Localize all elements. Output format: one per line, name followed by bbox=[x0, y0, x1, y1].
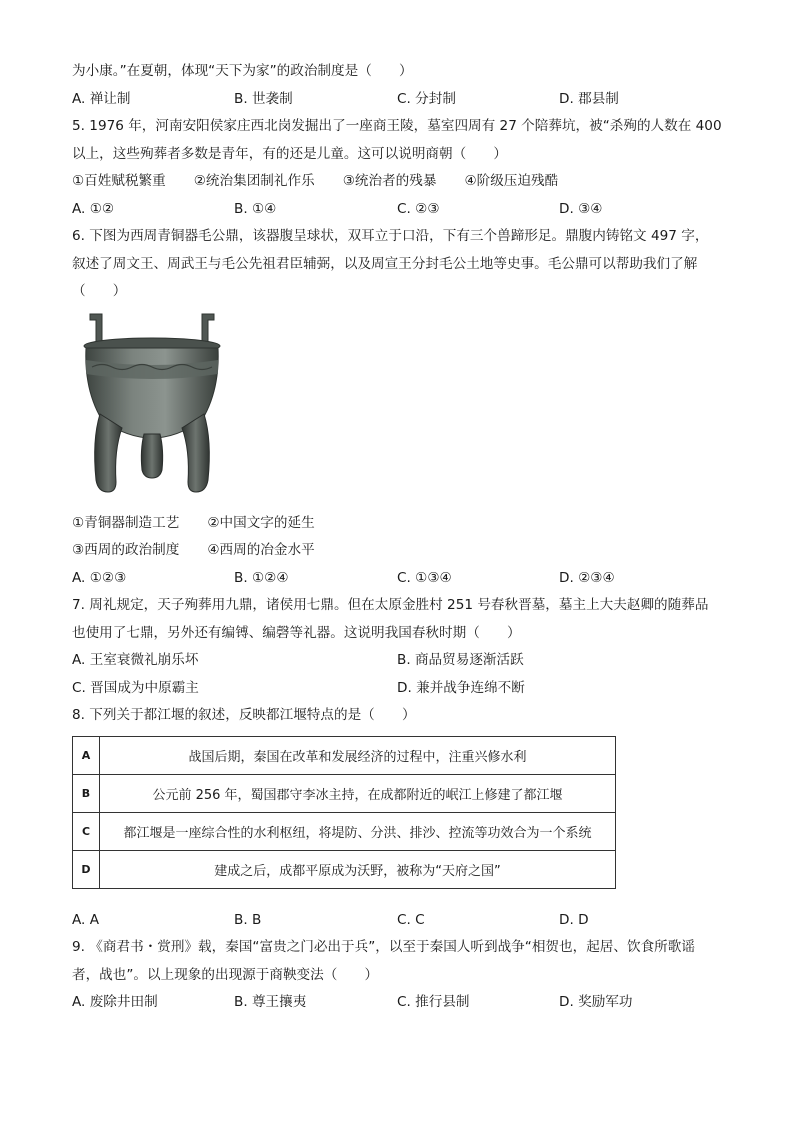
q8-row-text: 都江堰是一座综合性的水利枢纽，将堤防、分洪、排沙、控流等功效合为一个系统 bbox=[100, 812, 616, 850]
q9-option-a[interactable]: A. 废除井田制 bbox=[72, 994, 158, 1010]
q5-option-b[interactable]: B. ①④ bbox=[234, 200, 277, 217]
q7-option-a[interactable]: A. 王室衰微礼崩乐坏 bbox=[72, 652, 199, 668]
q7-option-c[interactable]: C. 晋国成为中原霸主 bbox=[72, 679, 199, 696]
q5-statement-4: ④阶级压迫残酷 bbox=[464, 173, 559, 189]
q5-option-c[interactable]: C. ②③ bbox=[397, 200, 440, 217]
q6-stem-line2: 叙述了周文王、周武王与毛公先祖君臣辅弼，以及周宣王分封毛公土地等史事。毛公鼎可以帮助我们了解 bbox=[72, 255, 698, 272]
bronze-ding-illustration bbox=[72, 310, 232, 510]
q9-options bbox=[72, 989, 732, 1017]
q6-statement-4: ④西周的冶金水平 bbox=[207, 542, 315, 558]
q4-stem: 为小康。”在夏朝，体现“天下为家”的政治制度是（ ） bbox=[72, 63, 413, 79]
q4-options bbox=[72, 86, 732, 114]
q6-option-a[interactable]: A. ①②③ bbox=[72, 569, 127, 586]
q8-table bbox=[72, 736, 616, 889]
q7-option-b[interactable]: B. 商品贸易逐渐活跃 bbox=[397, 652, 524, 668]
q4-option-d[interactable]: D. 郡县制 bbox=[559, 90, 619, 107]
table-row bbox=[73, 850, 616, 888]
q5-stem-line2: 以上，这些殉葬者多数是青年，有的还是儿童。这可以说明商朝（ ） bbox=[72, 145, 507, 162]
q8-option-c[interactable]: C. C bbox=[397, 911, 425, 928]
q8-stem: 8. 下列关于都江堰的叙述，反映都江堰特点的是（ ） bbox=[72, 707, 416, 723]
q6-statement-3: ③西周的政治制度 bbox=[72, 542, 180, 558]
q6-option-d[interactable]: D. ②③④ bbox=[559, 569, 615, 586]
q9-option-b[interactable]: B. 尊王攘夷 bbox=[234, 994, 307, 1010]
q5-statements bbox=[72, 168, 732, 196]
q6-stem-line1: 6. 下图为西周青铜器毛公鼎，该器腹呈球状，双耳立于口沿，下有三个兽蹄形足。鼎腹内铸铭文 497 字， bbox=[72, 228, 709, 244]
table-row bbox=[73, 812, 616, 850]
q8-option-a[interactable]: A. A bbox=[72, 911, 100, 928]
q9-stem-line2: 者，战也”。以上现象的出现源于商鞅变法（ ） bbox=[72, 966, 379, 983]
q5-statement-2: ②统治集团制礼作乐 bbox=[193, 173, 315, 189]
q9-option-c[interactable]: C. 推行县制 bbox=[397, 994, 470, 1010]
q8-option-b[interactable]: B. B bbox=[234, 911, 262, 928]
q4-option-a[interactable]: A. 禅让制 bbox=[72, 90, 131, 107]
q9-option-d[interactable]: D. 奖励军功 bbox=[559, 994, 633, 1010]
q8-row-text: 战国后期，秦国在改革和发展经济的过程中，注重兴修水利 bbox=[100, 736, 616, 774]
q8-row-text: 公元前 256 年，蜀国郡守李冰主持，在成都附近的岷江上修建了都江堰 bbox=[100, 774, 616, 812]
q7-options-row2 bbox=[72, 675, 732, 703]
q8-row-key: D bbox=[73, 850, 100, 888]
q6-option-b[interactable]: B. ①②④ bbox=[234, 569, 289, 586]
table-row bbox=[73, 774, 616, 812]
q5-option-a[interactable]: A. ①② bbox=[72, 200, 115, 217]
q7-stem-line2: 也使用了七鼎，另外还有编镈、编磬等礼器。这说明我国春秋时期（ ） bbox=[72, 624, 521, 641]
q7-stem-line1: 7. 周礼规定，天子殉葬用九鼎，诸侯用七鼎。但在太原金胜村 251 号春秋晋墓，墓主上大夫赵卿的随葬品 bbox=[72, 597, 709, 613]
q5-options bbox=[72, 196, 732, 224]
q6-statements-row1 bbox=[72, 510, 732, 538]
q5-statement-3: ③统治者的残暴 bbox=[342, 173, 437, 189]
q5-statement-1: ①百姓赋税繁重 bbox=[72, 173, 166, 189]
q7-option-d[interactable]: D. 兼并战争连绵不断 bbox=[397, 679, 525, 696]
q6-statement-1: ①青铜器制造工艺 bbox=[72, 514, 180, 531]
q5-option-d[interactable]: D. ③④ bbox=[559, 200, 603, 217]
q8-row-key: A bbox=[73, 736, 100, 774]
q5-stem-line1: 5. 1976 年，河南安阳侯家庄西北岗发掘出了一座商王陵，墓室四周有 27 个陪葬坑，被“杀殉的人数在 400 bbox=[72, 118, 722, 134]
exam-page bbox=[72, 58, 732, 1017]
q8-option-d[interactable]: D. D bbox=[559, 911, 589, 928]
q9-stem-line1: 9. 《商君书・赏刑》载，秦国“富贵之门必出于兵”，以至于秦国人听到战争“相贺也，起居、饮食所歌谣 bbox=[72, 939, 695, 955]
q4-option-c[interactable]: C. 分封制 bbox=[397, 90, 456, 107]
mao-gong-ding-image bbox=[72, 310, 732, 510]
q6-stem-line3: （ ） bbox=[72, 283, 127, 299]
q4-option-b[interactable]: B. 世袭制 bbox=[234, 90, 293, 107]
table-row bbox=[73, 736, 616, 774]
q6-options bbox=[72, 565, 732, 593]
q6-option-c[interactable]: C. ①③④ bbox=[397, 569, 452, 586]
q8-options bbox=[72, 907, 732, 935]
q7-options-row1 bbox=[72, 647, 732, 675]
q8-row-key: B bbox=[73, 774, 100, 812]
q6-statement-2: ②中国文字的延生 bbox=[207, 514, 315, 531]
q8-row-text: 建成之后，成都平原成为沃野，被称为“天府之国” bbox=[100, 850, 616, 888]
q6-statements-row2 bbox=[72, 537, 732, 565]
q8-row-key: C bbox=[73, 812, 100, 850]
